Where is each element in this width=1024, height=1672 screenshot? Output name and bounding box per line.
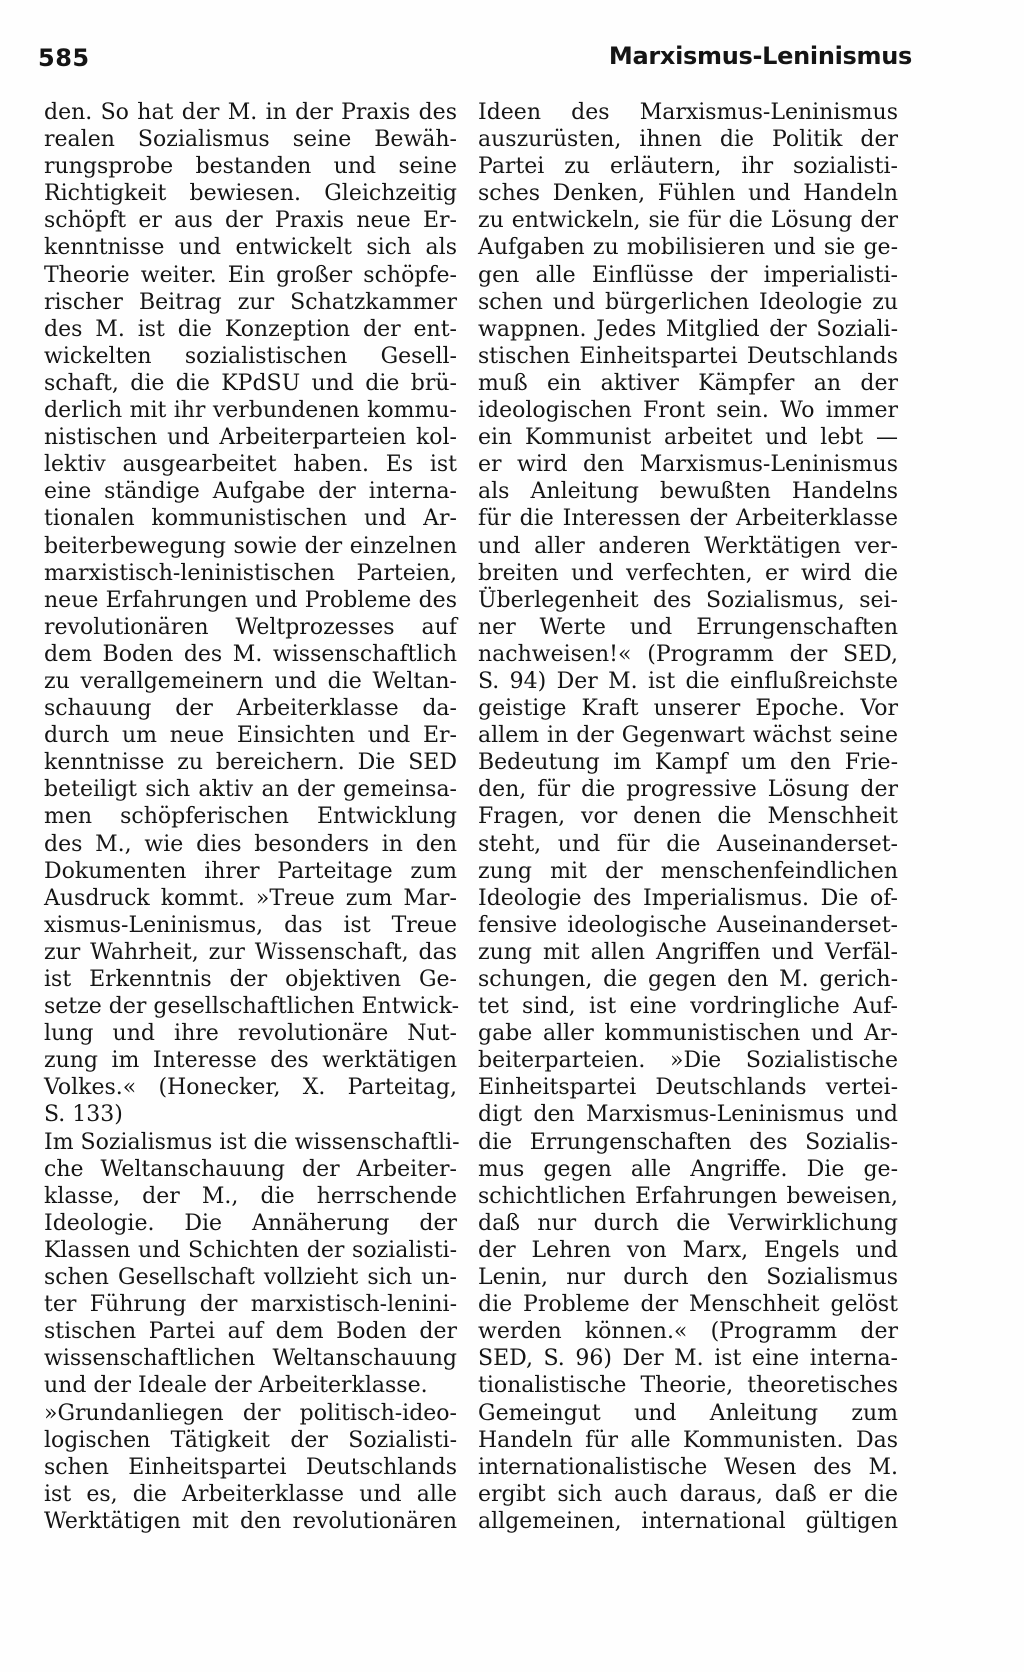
text-line: Ausdruck kommt. »Treue zum Mar- bbox=[44, 885, 457, 911]
text-line: Dokumenten ihrer Parteitage zum bbox=[44, 858, 457, 884]
text-line: des M. ist die Konzeption der ent- bbox=[44, 316, 457, 342]
text-line: tionalistische Theorie, theoretisches bbox=[478, 1373, 898, 1399]
text-line: schen Einheitspartei Deutschlands bbox=[44, 1454, 457, 1480]
text-line: kenntnisse zu bereichern. Die SED bbox=[44, 750, 457, 776]
text-column-right bbox=[478, 99, 898, 1535]
text-line: tionalen kommunistischen und Ar- bbox=[44, 506, 457, 532]
text-line: beteiligt sich aktiv an der gemeinsa- bbox=[44, 777, 457, 803]
text-line: digt den Marxismus-Leninismus und bbox=[478, 1102, 898, 1128]
text-column-left bbox=[44, 99, 460, 1535]
text-line: internationalistische Wesen des M. bbox=[478, 1454, 898, 1480]
text-line: neue Erfahrungen und Probleme des bbox=[44, 587, 457, 613]
text-line: Richtigkeit bewiesen. Gleichzeitig bbox=[44, 181, 457, 207]
text-line: lektiv ausgearbeitet haben. Es ist bbox=[44, 452, 457, 478]
text-line: schaft, die die KPdSU und die brü- bbox=[44, 370, 457, 396]
text-line: stischen Partei auf dem Boden der bbox=[44, 1319, 457, 1345]
text-line: Handeln für alle Kommunisten. Das bbox=[478, 1427, 898, 1453]
text-line: gabe aller kommunistischen und Ar- bbox=[478, 1021, 898, 1047]
text-line: Werktätigen mit den revolutionären bbox=[44, 1508, 457, 1534]
text-line: ter Führung der marxistisch-lenini- bbox=[44, 1292, 457, 1318]
text-line: er wird den Marxismus-Leninismus bbox=[478, 452, 898, 478]
text-line: men schöpferischen Entwicklung bbox=[44, 804, 457, 830]
text-line: klasse, der M., die herrschende bbox=[44, 1183, 457, 1209]
text-line: schauung der Arbeiterklasse da- bbox=[44, 696, 457, 722]
text-line: marxistisch-leninistischen Parteien, bbox=[44, 560, 457, 586]
text-line: sches Denken, Fühlen und Handeln bbox=[478, 181, 898, 207]
text-line: schichtlichen Erfahrungen beweisen, bbox=[478, 1183, 898, 1209]
text-line: die Errungenschaften des Sozialis- bbox=[478, 1129, 898, 1155]
text-line: nachweisen!« (Programm der SED, bbox=[478, 641, 898, 667]
text-line: che Weltanschauung der Arbeiter- bbox=[44, 1156, 457, 1182]
text-line: nistischen und Arbeiterparteien kol- bbox=[44, 425, 457, 451]
text-line: fensive ideologische Auseinanderset- bbox=[478, 912, 898, 938]
text-line: Partei zu erläutern, ihr sozialisti- bbox=[478, 154, 898, 180]
text-line: wickelten sozialistischen Gesell- bbox=[44, 343, 457, 369]
text-line: Aufgaben zu mobilisieren und sie ge- bbox=[478, 235, 898, 261]
text-line: den. So hat der M. in der Praxis des bbox=[44, 100, 457, 125]
text-line: auszurüsten, ihnen die Politik der bbox=[478, 127, 898, 153]
text-line: schen und bürgerlichen Ideologie zu bbox=[478, 289, 898, 315]
text-line: realen Sozialismus seine Bewäh- bbox=[44, 127, 457, 153]
text-line: den, für die progressive Lösung der bbox=[478, 777, 898, 803]
text-line: Im Sozialismus ist die wissenschaftli- bbox=[44, 1129, 460, 1155]
text-line: schungen, die gegen den M. gerich- bbox=[478, 967, 898, 992]
text-line: lung und ihre revolutionäre Nut- bbox=[44, 1021, 457, 1047]
text-line: rischer Beitrag zur Schatzkammer bbox=[44, 289, 457, 315]
text-line: logischen Tätigkeit der Sozialisti- bbox=[44, 1427, 457, 1453]
text-line: Klassen und Schichten der sozialisti- bbox=[44, 1237, 457, 1263]
text-line: Lenin, nur durch den Sozialismus bbox=[478, 1265, 898, 1291]
text-line: »Grundanliegen der politisch-ideo- bbox=[44, 1400, 457, 1426]
text-line: durch um neue Einsichten und Er- bbox=[44, 723, 457, 749]
text-line: ist es, die Arbeiterklasse und alle bbox=[44, 1481, 457, 1507]
text-line: allgemeinen, international gültigen bbox=[478, 1508, 898, 1534]
text-line: die Probleme der Menschheit gelöst bbox=[478, 1292, 898, 1318]
text-line: schen Gesellschaft vollzieht sich un- bbox=[44, 1265, 457, 1291]
text-line: zu verallgemeinern und die Weltan- bbox=[44, 668, 457, 694]
text-line: rungsprobe bestanden und seine bbox=[44, 154, 457, 180]
text-line: ergibt sich auch daraus, daß er die bbox=[478, 1481, 898, 1507]
running-head: Marxismus-Leninismus bbox=[608, 42, 912, 70]
text-line: als Anleitung bewußten Handelns bbox=[478, 479, 898, 505]
text-line: wissenschaftlichen Weltanschauung bbox=[44, 1346, 457, 1372]
text-line: Ideologie des Imperialismus. Die of- bbox=[478, 885, 898, 911]
text-line: Theorie weiter. Ein großer schöpfe- bbox=[44, 262, 457, 288]
text-line: zung mit allen Angriffen und Verfäl- bbox=[478, 939, 898, 965]
text-line: und der Ideale der Arbeiterklasse. bbox=[44, 1373, 428, 1399]
text-line: eine ständige Aufgabe der interna- bbox=[44, 479, 457, 505]
text-line: Bedeutung im Kampf um den Frie- bbox=[478, 750, 898, 776]
page-number: 585 bbox=[38, 44, 90, 72]
text-line: Volkes.« (Honecker, X. Parteitag, bbox=[44, 1075, 457, 1101]
text-line: S. 133) bbox=[44, 1102, 123, 1128]
text-line: daß nur durch die Verwirklichung bbox=[478, 1210, 898, 1236]
text-line: ideologischen Front sein. Wo immer bbox=[478, 398, 898, 424]
text-line: dem Boden des M. wissenschaftlich bbox=[44, 641, 457, 667]
text-line: zur Wahrheit, zur Wissenschaft, das bbox=[44, 939, 457, 965]
text-line: Ideen des Marxismus-Leninismus bbox=[478, 100, 898, 125]
text-line: zu entwickeln, sie für die Lösung der bbox=[478, 208, 898, 234]
text-line: ner Werte und Errungenschaften bbox=[478, 614, 898, 640]
text-line: ist Erkenntnis der objektiven Ge- bbox=[44, 967, 457, 992]
text-line: für die Interessen der Arbeiterklasse bbox=[478, 506, 898, 532]
text-line: zung im Interesse des werktätigen bbox=[44, 1048, 457, 1074]
text-line: Einheitspartei Deutschlands vertei- bbox=[478, 1075, 898, 1101]
text-line: setze der gesellschaftlichen Entwick- bbox=[44, 994, 460, 1020]
text-line: kenntnisse und entwickelt sich als bbox=[44, 235, 457, 261]
text-line: Ideologie. Die Annäherung der bbox=[44, 1210, 457, 1236]
text-line: muß ein aktiver Kämpfer an der bbox=[478, 370, 898, 396]
text-line: derlich mit ihr verbundenen kommu- bbox=[44, 398, 457, 424]
text-line: allem in der Gegenwart wächst seine bbox=[478, 723, 898, 749]
text-line: mus gegen alle Angriffe. Die ge- bbox=[478, 1156, 898, 1182]
text-line: schöpft er aus der Praxis neue Er- bbox=[44, 208, 457, 234]
text-line: tet sind, ist eine vordringliche Auf- bbox=[478, 994, 898, 1020]
text-line: breiten und verfechten, er wird die bbox=[478, 560, 898, 586]
text-line: Gemeingut und Anleitung zum bbox=[478, 1400, 898, 1426]
text-line: xismus-Leninismus, das ist Treue bbox=[44, 912, 457, 938]
text-line: beiterparteien. »Die Sozialistische bbox=[478, 1048, 898, 1074]
text-line: zung mit der menschenfeindlichen bbox=[478, 858, 898, 884]
text-line: des M., wie dies besonders in den bbox=[44, 831, 457, 857]
text-line: ein Kommunist arbeitet und lebt — bbox=[478, 425, 898, 451]
text-line: und aller anderen Werktätigen ver- bbox=[478, 533, 898, 559]
text-line: S. 94) Der M. ist die einflußreichste bbox=[478, 668, 898, 694]
text-line: stischen Einheitspartei Deutschlands bbox=[478, 343, 898, 369]
text-line: steht, und für die Auseinanderset- bbox=[478, 831, 898, 857]
text-line: wappnen. Jedes Mitglied der Soziali- bbox=[478, 316, 898, 342]
text-line: gen alle Einflüsse der imperialisti- bbox=[478, 262, 898, 288]
text-line: Überlegenheit des Sozialismus, sei- bbox=[478, 587, 898, 613]
text-line: beiterbewegung sowie der einzelnen bbox=[44, 533, 457, 559]
text-line: Fragen, vor denen die Menschheit bbox=[478, 804, 898, 830]
text-line: werden können.« (Programm der bbox=[478, 1319, 898, 1345]
text-line: revolutionären Weltprozesses auf bbox=[44, 614, 457, 640]
text-line: SED, S. 96) Der M. ist eine interna- bbox=[478, 1346, 898, 1372]
text-line: geistige Kraft unserer Epoche. Vor bbox=[478, 696, 898, 722]
text-line: der Lehren von Marx, Engels und bbox=[478, 1237, 898, 1263]
